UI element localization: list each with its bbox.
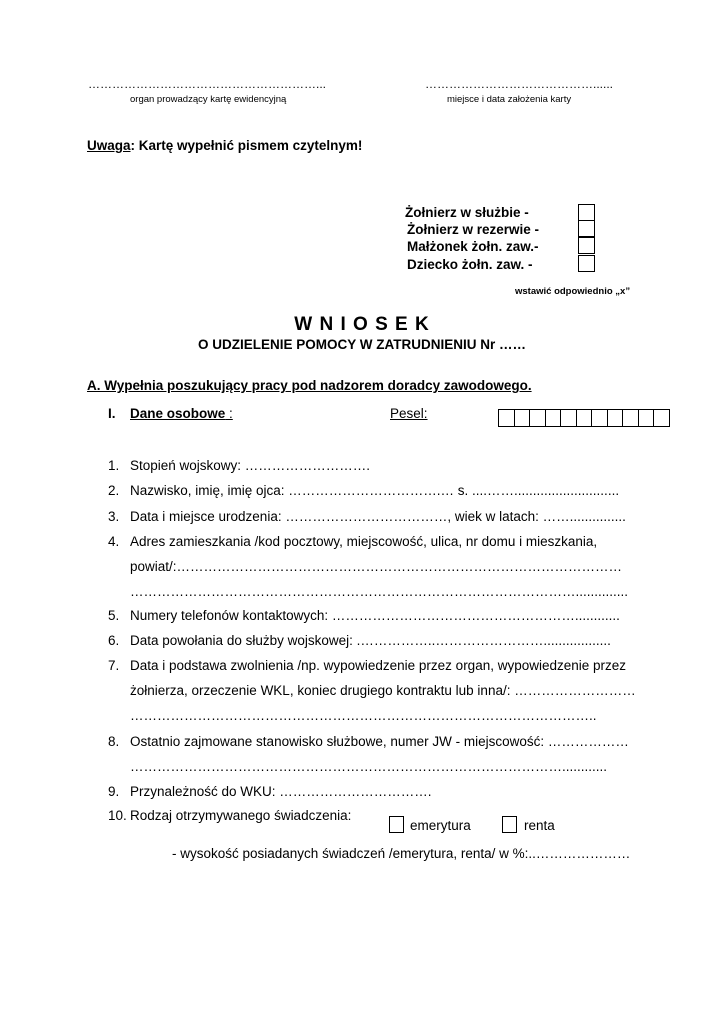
conscription-date-field[interactable]: Data powołania do służby wojskowej: .……………..…………………….................. [130,633,611,648]
status-label-child: Dziecko żołn. zaw. - [407,257,533,272]
notice [87,138,362,153]
pension-checkbox[interactable] [389,816,404,833]
birth-field[interactable]: Data i miejsce urodzenia: ………………………………, wiek w latach: ……............... [130,509,626,524]
personal-data-colon: : [225,406,233,421]
section-number: I. [108,406,116,421]
place-date-caption: miejsce i data założenia karty [447,94,572,105]
item-number: 10. [108,808,127,823]
last-position-field[interactable]: Ostatnio zajmowane stanowisko służbowe, numer JW - miejscowość: ……………… [130,734,629,749]
personal-data-label: Dane osobowe [130,406,226,421]
pension-label: emerytura [410,818,471,833]
item-number: 3. [108,509,120,524]
pesel-input[interactable] [499,409,670,427]
address-label: Adres zamieszkania /kod pocztowy, miejscowość, ulica, nr domu i mieszkania, [130,534,598,549]
place-date-field[interactable]: ……………………………………...... [425,77,614,91]
status-checkbox-reserve[interactable] [578,220,595,237]
pesel-digit-cell[interactable] [545,409,562,427]
issuing-authority-caption: organ prowadzący kartę ewidencyjną [130,94,287,105]
status-checkbox-service[interactable] [578,204,595,221]
pesel-digit-cell[interactable] [638,409,655,427]
status-label-spouse: Małżonek żołn. zaw.- [407,239,539,254]
last-position-field-line-2[interactable]: ……………………………………………………………………………………............ [130,759,608,774]
personal-data-heading [130,406,233,421]
pesel-digit-cell[interactable] [653,409,670,427]
notice-label: Uwaga [87,138,131,153]
item-number: 4. [108,534,120,549]
pesel-digit-cell[interactable] [514,409,531,427]
address-field-line-2[interactable]: ……………………………………………………………………………………….............. [130,584,629,599]
discharge-field-line-2[interactable]: ………………………………………………………………………………………….. [130,708,597,723]
pesel-digit-cell[interactable] [576,409,593,427]
item-number: 6. [108,633,120,648]
item-number: 8. [108,734,120,749]
pesel-digit-cell[interactable] [591,409,608,427]
military-rank-field[interactable]: Stopień wojskowy: ………………………. [130,458,371,473]
status-label-reserve: Żołnierz w rezerwie - [407,222,540,237]
notice-text: : Kartę wypełnić pismem czytelnym! [130,138,363,153]
pesel-label: Pesel: [390,406,428,421]
status-checkbox-spouse[interactable] [578,237,595,254]
wku-field[interactable]: Przynależność do WKU: ……………………………. [130,784,432,799]
pesel-digit-cell[interactable] [622,409,639,427]
benefit-type-label: Rodzaj otrzymywanego świadczenia: [130,808,352,823]
discharge-field-line-1[interactable]: żołnierza, orzeczenie WKL, koniec drugiego kontraktu lub inna/: ……………………… [130,683,636,698]
benefit-amount-field[interactable]: - wysokość posiadanych świadczeń /emerytura, renta/ w %:..………………… [172,846,631,861]
phone-field[interactable]: Numery telefonów kontaktowych: ………………………………………………............ [130,608,620,623]
pesel-digit-cell[interactable] [560,409,577,427]
item-number: 1. [108,458,120,473]
address-field-line-1[interactable]: powiat/:……………………………………………………………………………………… [130,559,623,574]
status-checkbox-child[interactable] [578,255,595,272]
document-title: W N I O S E K [294,314,430,335]
pesel-digit-cell[interactable] [529,409,546,427]
item-number: 2. [108,483,120,498]
status-label-service: Żołnierz w służbie - [405,205,529,220]
disability-pension-checkbox[interactable] [502,816,517,833]
issuing-authority-field[interactable]: …………………………………………………... [88,77,327,91]
section-a-heading: A. Wypełnia poszukujący pracy pod nadzorem doradcy zawodowego. [87,378,532,393]
disability-pension-label: renta [524,818,555,833]
document-subtitle: O UDZIELENIE POMOCY W ZATRUDNIENIU Nr …… [197,337,526,352]
name-field[interactable]: Nazwisko, imię, imię ojca: …………………………….… s. ....……............................ [130,483,620,498]
pesel-digit-cell[interactable] [498,409,515,427]
discharge-label: Data i podstawa zwolnienia /np. wypowiedzenie przez organ, wypowiedzenie przez [130,658,627,673]
item-number: 7. [108,658,120,673]
status-hint: wstawić odpowiednio „x” [515,286,631,297]
pesel-digit-cell[interactable] [607,409,624,427]
item-number: 5. [108,608,120,623]
item-number: 9. [108,784,120,799]
